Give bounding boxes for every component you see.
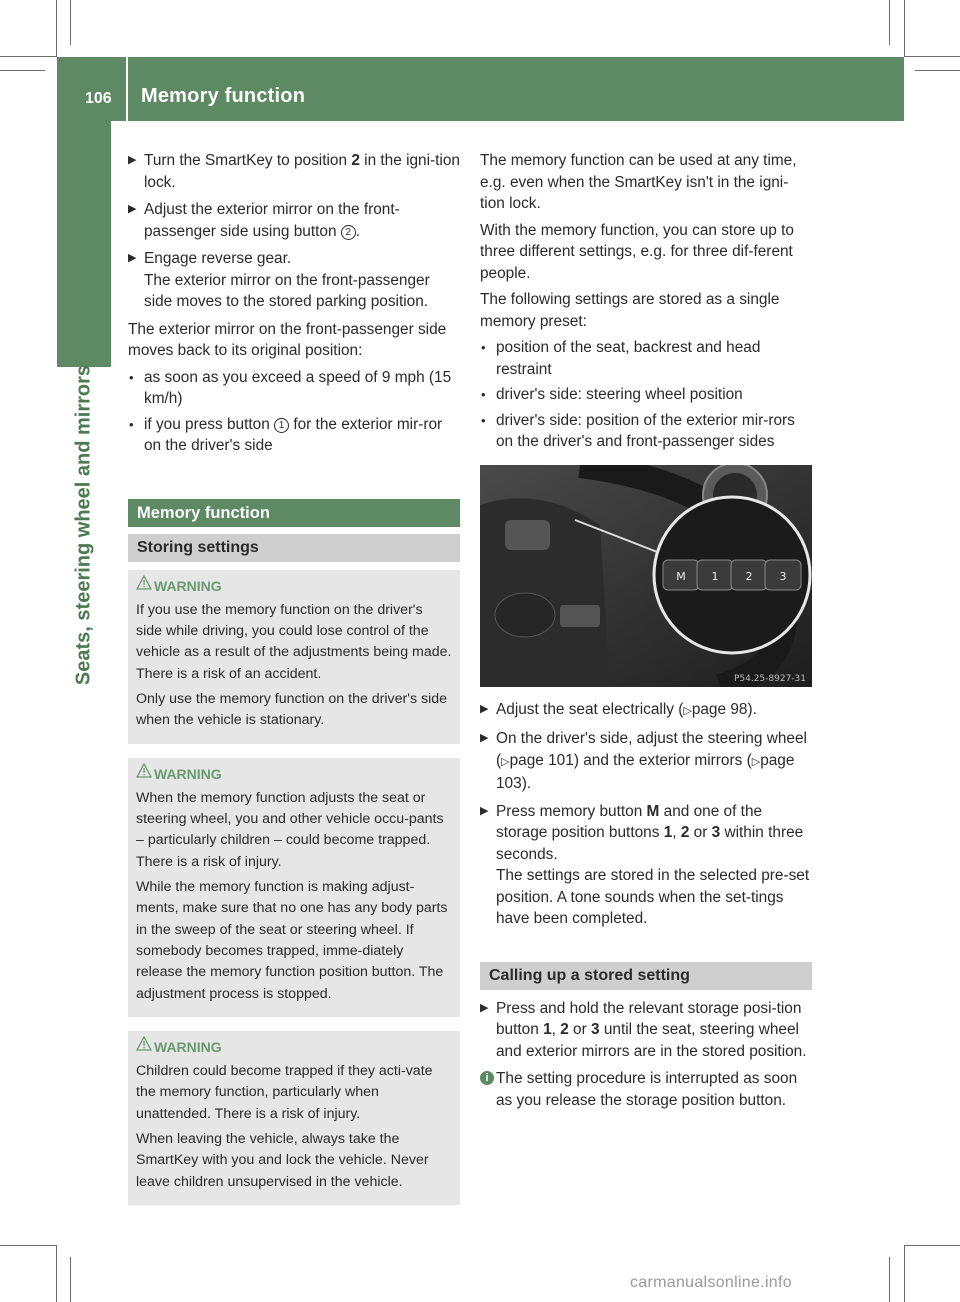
warning-box: WARNING Children could become trapped if they acti-vate the memory function, particularly when unattended. There is a risk of injury. When leaving the vehicle, always take the SmartKey with you and lock the vehicle. Never leave children unsupervised in the vehicle. bbox=[128, 1031, 460, 1205]
list-item: • driver's side: position of the exterior mir-rors on the driver's and front-passenger sides bbox=[481, 411, 795, 450]
crop-mark bbox=[904, 56, 960, 57]
arrow-icon: ▶ bbox=[128, 203, 137, 215]
arrow-icon: ▶ bbox=[480, 732, 489, 744]
warning-triangle-icon bbox=[136, 763, 152, 779]
crop-mark bbox=[889, 0, 890, 45]
paragraph: The exterior mirror on the front-passenger side moves back to its original position: bbox=[128, 320, 447, 359]
memory-button-m-label: M bbox=[676, 569, 686, 583]
page-title: Memory function bbox=[141, 85, 306, 107]
page-ref-icon: ▷ bbox=[751, 755, 761, 768]
arrow-icon: ▶ bbox=[480, 702, 489, 715]
door-panel-illustration bbox=[480, 465, 812, 687]
info-icon: i bbox=[480, 1071, 494, 1085]
header-divider bbox=[126, 57, 128, 121]
memory-button-1-label: 1 bbox=[711, 569, 719, 583]
page-ref-icon: ▷ bbox=[501, 755, 510, 768]
crop-mark bbox=[56, 0, 57, 57]
warning-triangle-icon bbox=[136, 1036, 152, 1052]
list-item: • if you press button 1 for the exterior mir-ror on the driver's side bbox=[129, 415, 443, 454]
warning-box: WARNING When the memory function adjusts the seat or steering wheel, you and other vehicle occu-pants – particularly children – could become trapped. There is a risk of injury. While the memory function is making adjust-ments, make sure that no one has any body parts in the sweep of the seat or steering wheel. If somebody becomes trapped, imme-diately release the memory function position button. The adjustment process is stopped. bbox=[128, 758, 460, 1017]
instruction-step: ▶ Adjust the exterior mirror on the front-passenger side using button 2 . bbox=[128, 201, 400, 240]
list-item: • position of the seat, backrest and head restraint bbox=[481, 339, 761, 378]
side-tab bbox=[57, 121, 111, 367]
paragraph: The memory function can be used at any time, e.g. even when the SmartKey isn't in the igni-tion lock. bbox=[480, 152, 797, 212]
crop-mark bbox=[904, 1245, 905, 1302]
crop-mark bbox=[915, 70, 960, 71]
crop-mark bbox=[0, 56, 57, 57]
page-reference[interactable]: page 101 bbox=[509, 751, 574, 769]
page-reference[interactable]: page 103 bbox=[496, 751, 795, 792]
warning-box: WARNING If you use the memory function on the driver's side while driving, you could lose control of the vehicle as a result of the adjustments being made. There is a risk of an accident. Only use the memory function on the driver's side when the vehicle is stationary. bbox=[128, 570, 460, 744]
chapter-title: Seats, steering wheel and mirrors bbox=[72, 364, 95, 686]
instruction-step: ▶ Engage reverse gear. The exterior mirror on the front-passenger side moves to the stored parking position. bbox=[128, 250, 430, 310]
paragraph: The following settings are stored as a single memory preset: bbox=[480, 291, 780, 330]
arrow-icon: ▶ bbox=[480, 804, 489, 817]
instruction-step: ▶ Turn the SmartKey to position 2 in the igni-tion lock. bbox=[128, 152, 460, 191]
memory-button-3-label: 3 bbox=[779, 569, 787, 583]
right-column bbox=[480, 150, 812, 1111]
page-number: 106 bbox=[85, 90, 112, 107]
memory-button-2-label: 2 bbox=[745, 569, 753, 583]
crop-mark bbox=[889, 1257, 890, 1302]
left-column bbox=[128, 150, 460, 1205]
subsection-heading: Storing settings bbox=[128, 534, 460, 562]
warning-title: WARNING bbox=[136, 1037, 452, 1058]
instruction-step: ▶ Adjust the seat electrically (▷page 98). bbox=[480, 699, 812, 723]
bullet-icon: • bbox=[129, 369, 134, 385]
crop-mark bbox=[56, 1245, 57, 1302]
page-reference[interactable]: page 98 bbox=[691, 700, 748, 718]
instruction-step: ▶ Press memory button M and one of the storage position buttons 1, 2 or 3 within three seconds. The settings are stored in the selected pre-set position. A tone sounds when the set-tings have been completed. bbox=[480, 802, 810, 927]
instruction-step: ▶ On the driver's side, adjust the steering wheel (▷page 101) and the exterior mirrors (▷page 103). bbox=[480, 730, 807, 792]
bullet-icon: • bbox=[129, 416, 134, 432]
button-2-icon: 2 bbox=[341, 225, 356, 240]
crop-mark bbox=[0, 70, 45, 71]
subsection-heading: Calling up a stored setting bbox=[480, 962, 812, 990]
section-heading: Memory function bbox=[128, 499, 460, 527]
info-note: i The setting procedure is interrupted as soon as you release the storage position button. bbox=[480, 1068, 812, 1111]
bullet-icon: • bbox=[481, 340, 486, 355]
arrow-icon: ▶ bbox=[128, 252, 137, 264]
warning-triangle-icon bbox=[136, 575, 152, 591]
list-item: • driver's side: steering wheel position bbox=[480, 384, 812, 406]
warning-title: WARNING bbox=[136, 764, 452, 785]
arrow-icon: ▶ bbox=[128, 154, 137, 166]
warning-title: WARNING bbox=[136, 576, 452, 597]
figure-code: P54.25-8927-31 bbox=[733, 673, 806, 684]
crop-mark bbox=[904, 0, 905, 57]
bullet-icon: • bbox=[481, 387, 486, 402]
paragraph: With the memory function, you can store up to three different settings, e.g. for three dif-ferent people. bbox=[480, 221, 794, 282]
crop-mark bbox=[0, 1245, 57, 1246]
crop-mark bbox=[70, 1257, 71, 1302]
list-item: • as soon as you exceed a speed of 9 mph (15 km/h) bbox=[129, 368, 452, 407]
crop-mark bbox=[70, 0, 71, 45]
page-ref-icon: ▷ bbox=[683, 704, 692, 717]
crop-mark bbox=[904, 1245, 960, 1246]
bullet-icon: • bbox=[481, 412, 486, 428]
arrow-icon: ▶ bbox=[480, 1001, 489, 1014]
instruction-step: ▶ Press and hold the relevant storage posi-tion button 1, 2 or 3 until the seat, steering wheel and exterior mirrors are in the stored position. bbox=[480, 999, 807, 1060]
button-1-icon: 1 bbox=[274, 418, 289, 433]
watermark: carmanualsonline.info bbox=[630, 1274, 792, 1291]
memory-buttons-figure bbox=[480, 465, 812, 687]
